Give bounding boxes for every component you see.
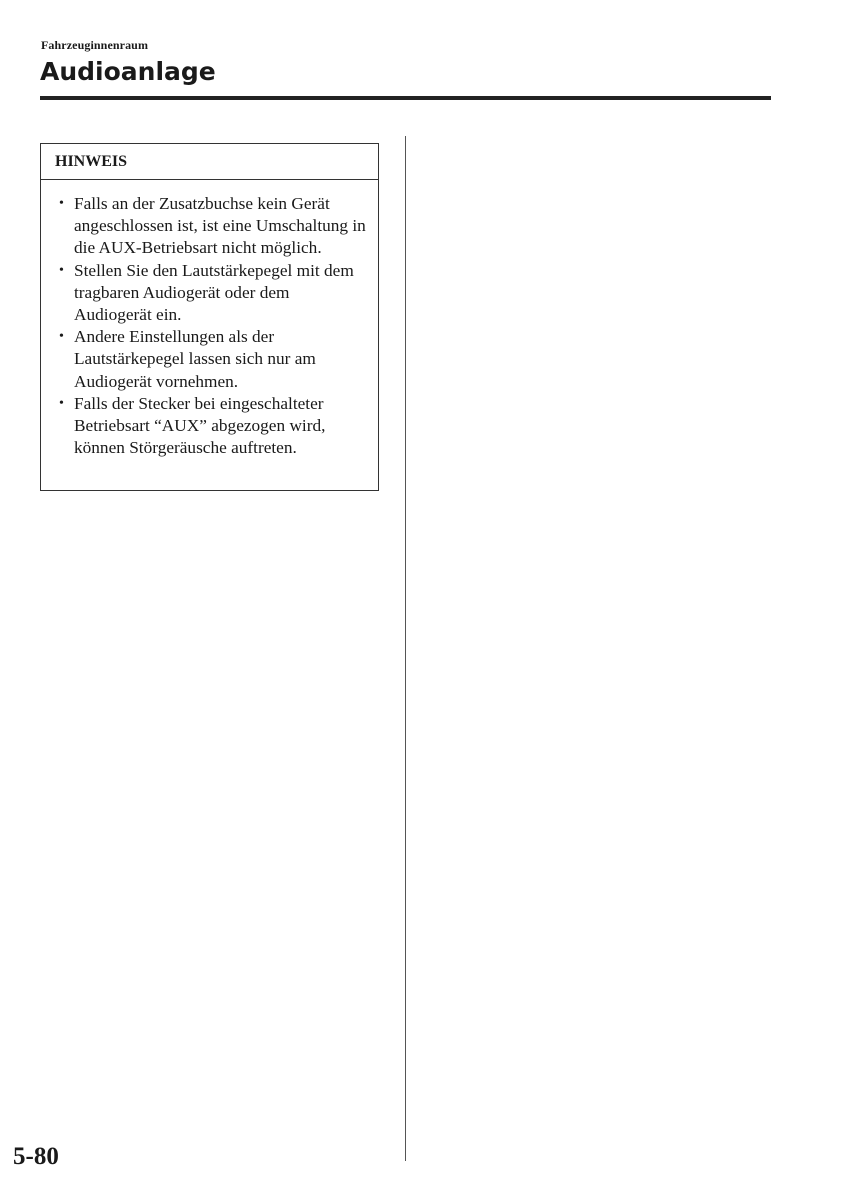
bullet-icon: •: [59, 262, 64, 278]
note-item: [41, 260, 378, 327]
bullet-icon: •: [59, 329, 64, 345]
note-item: [41, 326, 378, 393]
page-number: 5-80: [13, 1143, 59, 1170]
column-divider: [405, 136, 406, 1161]
note-list: [41, 180, 378, 459]
note-heading: HINWEIS: [41, 144, 378, 180]
note-item: [41, 393, 378, 460]
note-item: [41, 193, 378, 260]
note-item-text: Stellen Sie den Lautstärkepegel mit dem tragbaren Audiogerät oder dem Audiogerät ein.: [74, 260, 354, 325]
page-title: Audioanlage: [40, 57, 216, 86]
note-item-text: Falls an der Zusatzbuchse kein Gerät angeschlossen ist, ist eine Umschaltung in die AUX-Betriebsart nicht möglich.: [74, 194, 366, 258]
title-rule: [40, 96, 771, 100]
bullet-icon: •: [59, 196, 64, 211]
note-item-text: Andere Einstellungen als der Lautstärkepegel lassen sich nur am Audiogerät vornehmen.: [74, 327, 316, 391]
bullet-icon: •: [59, 395, 64, 411]
note-box: [40, 143, 379, 491]
section-label: Fahrzeuginnenraum: [41, 38, 149, 52]
note-item-text: Falls der Stecker bei eingeschalteter Betriebsart “AUX” abgezogen wird, können Störgeräusche auftreten.: [74, 393, 326, 458]
